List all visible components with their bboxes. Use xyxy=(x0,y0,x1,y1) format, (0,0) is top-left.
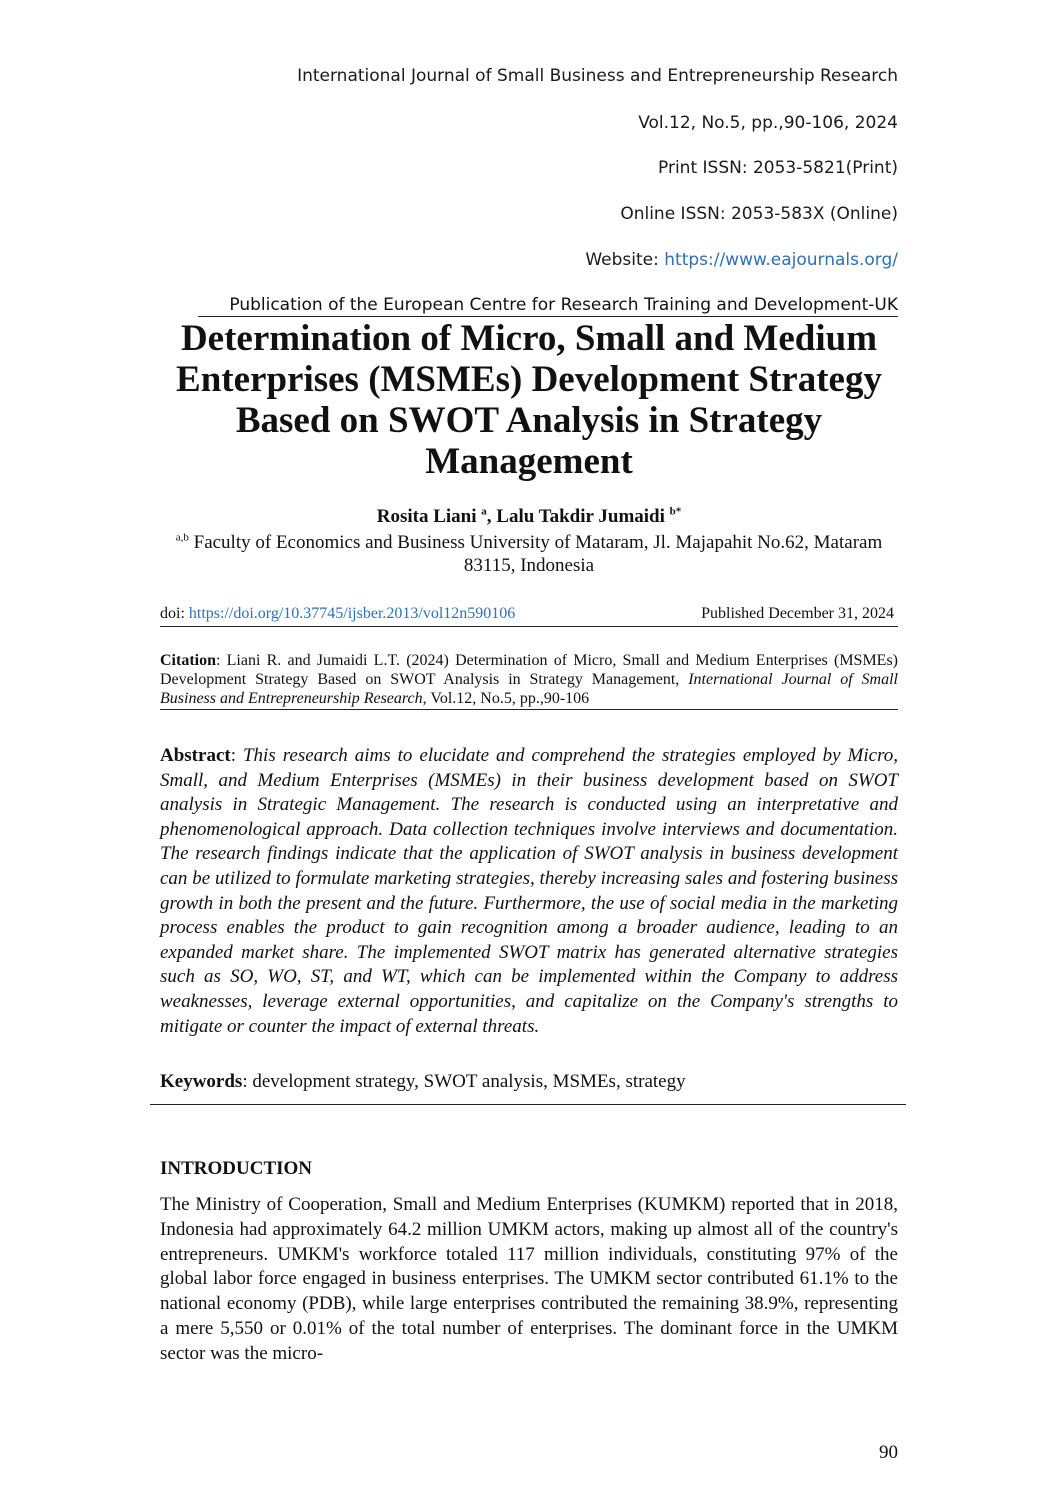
affiliation xyxy=(160,531,898,577)
section-divider xyxy=(150,1104,906,1105)
abstract-label: Abstract xyxy=(160,745,231,766)
citation xyxy=(160,651,898,710)
citation-tail: , Vol.12, No.5, pp.,90-106 xyxy=(422,690,590,707)
introduction-heading: INTRODUCTION xyxy=(160,1158,313,1179)
affiliation-sup: a,b xyxy=(175,531,189,544)
author-2-sup: b* xyxy=(669,505,682,518)
author-1: Rosita Liani xyxy=(376,506,477,527)
citation-label: Citation xyxy=(160,652,216,669)
doi-row xyxy=(160,605,898,627)
abstract xyxy=(160,744,898,1039)
print-issn: Print ISSN: 2053-5821(Print) xyxy=(658,158,898,178)
website-label: Website: xyxy=(585,250,665,270)
article-title: Determination of Micro, Small and Medium Enterprises (MSMEs) Development Strategy Based on SWOT Analysis in Strategy Management xyxy=(176,318,882,482)
introduction-body: The Ministry of Cooperation, Small and Medium Enterprises (KUMKM) reported that in 2018, Indonesia had approximately 64.2 million UMKM actors, making up almost all of the country's entrepreneurs. UMKM's workforce totaled 117 million individuals, constituting 97% of the global labor force engaged in business enterprises. The UMKM sector contributed 61.1% to the national economy (PDB), while large enterprises contributed the remaining 38.9%, representing a mere 5,550 or 0.01% of the total number of enterprises. The dominant force in the UMKM sector was the micro- xyxy=(160,1194,898,1364)
affiliation-text: Faculty of Economics and Business University of Mataram, Jl. Majapahit No.62, Mataram 83115, Indonesia xyxy=(193,532,883,576)
author-1-sup: a xyxy=(481,505,487,518)
page-number: 90 xyxy=(879,1442,898,1463)
journal-name: International Journal of Small Business and Entrepreneurship Research xyxy=(297,66,898,86)
doi-link[interactable]: https://doi.org/10.37745/ijsber.2013/vol12n590106 xyxy=(188,605,516,622)
published-date: Published December 31, 2024 xyxy=(701,605,894,622)
author-separator: , xyxy=(486,506,497,527)
doi-label: doi: xyxy=(160,605,189,622)
website-line xyxy=(585,250,898,270)
citation-journal: International Journal of Small Business and Entrepreneurship Research xyxy=(160,671,898,707)
abstract-text: This research aims to elucidate and comprehend the strategies employed by Micro, Small, and Medium Enterprises (MSMEs) in their business development based on SWOT analysis in Strategic Management. The research is conducted using an interpretative and phenomenological approach. Data collection techniques involve interviews and documentation. The research findings indicate that the application of SWOT analysis in business development can be utilized to formulate marketing strategies, thereby increasing sales and fostering business growth in both the present and the future. Furthermore, the use of social media in the marketing process enables the product to gain recognition among a broader audience, leading to an expanded market share. The implemented SWOT matrix has generated alternative strategies such as SO, WO, ST, and WT, which can be implemented within the Company to address weaknesses, leverage external opportunities, and capitalize on the Company's strengths to mitigate or counter the impact of external threats. xyxy=(160,745,899,1037)
volume-info: Vol.12, No.5, pp.,90-106, 2024 xyxy=(638,113,898,133)
author-2: Lalu Takdir Jumaidi xyxy=(496,506,665,527)
citation-text: : Liani R. and Jumaidi L.T. (2024) Determination of Micro, Small and Medium Enterprises (MSMEs) Development Strategy Based on SWOT Analysis in Strategy Management, xyxy=(160,652,898,688)
keywords-label: Keywords xyxy=(160,1071,243,1092)
abstract-separator: : xyxy=(230,745,243,766)
online-issn: Online ISSN: 2053-583X (Online) xyxy=(620,204,898,224)
keywords-text: : development strategy, SWOT analysis, MSMEs, strategy xyxy=(242,1071,686,1092)
authors xyxy=(160,506,898,528)
publisher-line: Publication of the European Centre for Research Training and Development-UK xyxy=(198,295,898,317)
website-link[interactable]: https://www.eajournals.org/ xyxy=(664,250,898,270)
keywords xyxy=(160,1071,898,1093)
